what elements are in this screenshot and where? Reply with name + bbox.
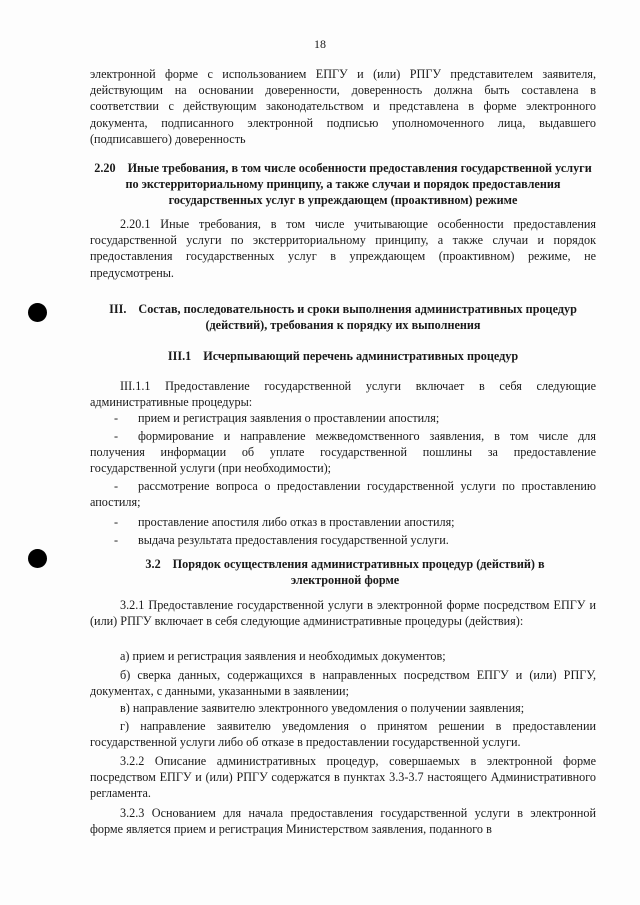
heading-number: III. — [109, 302, 127, 316]
list-item: б) сверка данных, содержащихся в направленных посредством ЕПГУ и (или) РПГУ, документах, с данными, указанными в заявлении; — [90, 668, 596, 699]
list-item-text: выдача результата предоставления государственной услуги. — [138, 533, 449, 547]
dash-marker: - — [114, 479, 119, 493]
heading-number: 3.2 — [145, 557, 161, 571]
heading-text: Исчерпывающий перечень административных процедур — [203, 349, 519, 363]
heading-3-2 — [120, 556, 570, 588]
list-item — [90, 478, 596, 510]
dash-marker: - — [114, 411, 119, 425]
heading-text: Иные требования, в том числе особенности предоставления государственной услуги по экстерриториальному принципу, а также случаи и порядок предоставления государственных услуг в упреждающем (проактивном) режиме — [125, 161, 592, 208]
dash-marker: - — [114, 429, 119, 443]
heading-text: Состав, последовательность и сроки выполнения административных процедур (действий), требования к порядку их выполнения — [138, 302, 577, 333]
paragraph-3-2-2: 3.2.2 Описание административных процедур, совершаемых в электронной форме посредством ЕПГУ и (или) РПГУ содержатся в пунктах 3.3-3.7 настоящего Административного регламента. — [90, 754, 596, 801]
page-number: 18 — [314, 37, 326, 51]
list-item: в) направление заявителю электронного уведомления о получении заявления; — [120, 701, 525, 715]
paragraph-continued: электронной форме с использованием ЕПГУ и (или) РПГУ представителем заявителя, действующим на основании доверенности, доверенность должна быть составлена в соответствии с действующим законодательством и представлена в форме электронного документа, подписанного электронной подписью уполномоченного лица, выдавшего (подписавшего) доверенность — [90, 67, 596, 146]
heading-number: 2.20 — [94, 161, 116, 175]
paragraph-3-2-1: 3.2.1 Предоставление государственной услуги в электронной форме посредством ЕПГУ и (или) РПГУ включает в себя следующие административные процедуры (действия): — [90, 598, 596, 629]
heading-III — [108, 301, 578, 333]
paragraph-2-20-1: 2.20.1 Иные требования, в том числе учитывающие особенности предоставления государственной услуги по экстерриториальному принципу, а также случаи и порядок предоставления государственных услуг в упреждающем (проактивном) режиме, не предусмотрены. — [90, 217, 596, 280]
list-item-text: рассмотрение вопроса о предоставлении государственной услуги по проставлению апостиля; — [90, 479, 596, 510]
paragraph-III-1-1: III.1.1 Предоставление государственной услуги включает в себя следующие административные процедуры: — [90, 379, 596, 410]
paragraph-3-2-3: 3.2.3 Основанием для начала предоставления государственной услуги в электронной форме является прием и регистрация Министерством заявления, поданного в — [90, 806, 596, 837]
heading-number: III.1 — [167, 349, 192, 363]
punch-hole-bottom — [28, 549, 47, 568]
list-item — [90, 532, 596, 548]
heading-text: Порядок осуществления административных процедур (действий) в электронной форме — [172, 557, 545, 588]
dash-marker: - — [114, 533, 119, 547]
list-item — [90, 514, 596, 530]
dash-marker: - — [114, 515, 119, 529]
list-item — [90, 428, 596, 477]
punch-hole-top — [28, 303, 47, 322]
list-item: г) направление заявителю уведомления о принятом решении в предоставлении государственной услуги либо об отказе в предоставлении государственной услуги. — [90, 719, 596, 750]
list-item — [90, 410, 596, 426]
list-item: а) прием и регистрация заявления и необходимых документов; — [120, 649, 446, 663]
list-item-text: прием и регистрация заявления о проставлении апостиля; — [138, 411, 440, 425]
list-item-text: проставление апостиля либо отказ в проставлении апостиля; — [138, 515, 455, 529]
list-item-text: формирование и направление межведомственного заявления, в том числе для получения информации об уплате государственной пошлины за предоставление государственной услуги (при необходимости); — [90, 429, 596, 476]
heading-2-20 — [90, 160, 596, 209]
heading-III-1 — [90, 348, 596, 364]
